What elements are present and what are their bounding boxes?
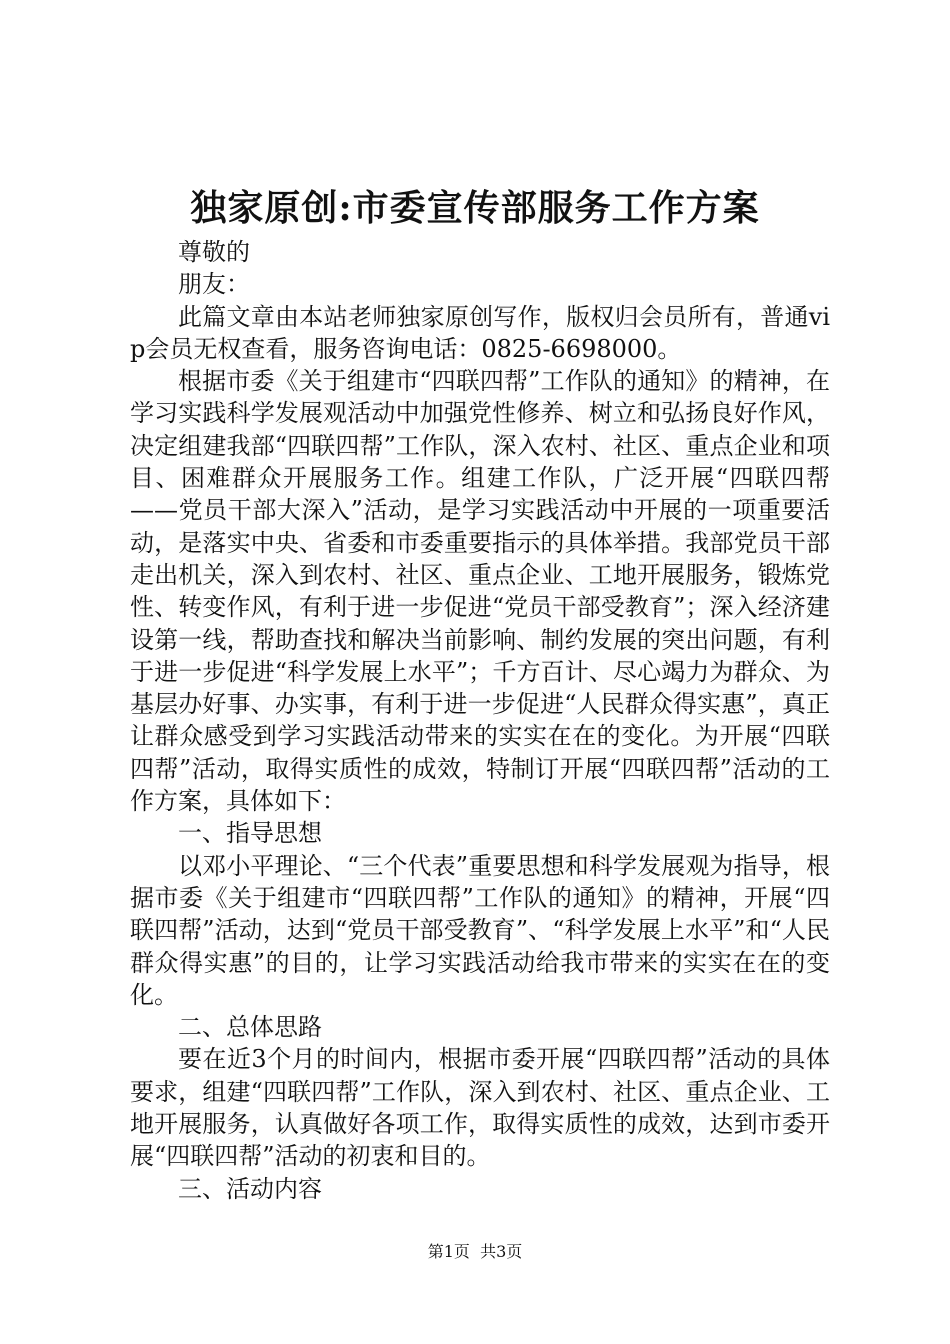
salutation-line-2: 朋友： (178, 270, 250, 299)
intro-paragraph: 根据市委《关于组建市“四联四帮”工作队的通知》的精神，在学习实践科学发展观活动中加强党性修养、树立和弘扬良好作风，决定组建我部“四联四帮”工作队，深入农村、社区、重点企业和项目、困难群众开展服务工作。组建工作队，广泛开展“四联四帮——党员干部大深入”活动，是学习实践活动中开展的一项重要活动，是落实中央、省委和市委重要指示的具体举措。我部党员干部走出机关，深入到农村、社区、重点企业、工地开展服务，锻炼党性、转变作风，有利于进一步促进“党员干部受教育”；深入经济建设第一线，帮助查找和解决当前影响、制约发展的突出问题，有利于进一步促进“科学发展上水平”；千方百计、尽心竭力为群众、为基层办好事、办实事，有利于进一步促进“人民群众得实惠”，真正让群众感受到学习实践活动带来的实实在在的变化。为开展“四联四帮”活动，取得实质性的成效，特制订开展“四联四帮”活动的工作方案，具体如下： (130, 367, 830, 816)
copyright-notice: 此篇文章由本站老师独家原创写作，版权归会员所有，普通vip会员无权查看，服务咨询电话：0825-6698000。 (130, 302, 830, 363)
page-number: 第1页 (427, 1242, 470, 1261)
page-total: 共3页 (480, 1242, 523, 1261)
section-heading-1: 一、指导思想 (178, 819, 322, 848)
salutation-line-1: 尊敬的 (178, 238, 250, 266)
page-footer (0, 1241, 950, 1263)
section-paragraph-1: 以邓小平理论、“三个代表”重要思想和科学发展观为指导，根据市委《关于组建市“四联四帮”工作队的通知》的精神，开展“四联四帮”活动，达到“党员干部受教育”、“科学发展上水平”和“人民群众得实惠”的目的，让学习实践活动给我市带来的实实在在的变化。 (130, 851, 830, 1009)
section-heading-3: 三、活动内容 (178, 1174, 322, 1203)
document-body (130, 236, 830, 1205)
section-heading-2: 二、总体思路 (178, 1013, 322, 1042)
section-paragraph-2: 要在近3个月的时间内，根据市委开展“四联四帮”活动的具体要求，组建“四联四帮”工作队，深入到农村、社区、重点企业、工地开展服务，认真做好各项工作，取得实质性的成效，达到市委开展“四联四帮”活动的初衷和目的。 (130, 1045, 830, 1171)
document-title: 独家原创:市委宣传部服务工作方案 (190, 187, 760, 229)
